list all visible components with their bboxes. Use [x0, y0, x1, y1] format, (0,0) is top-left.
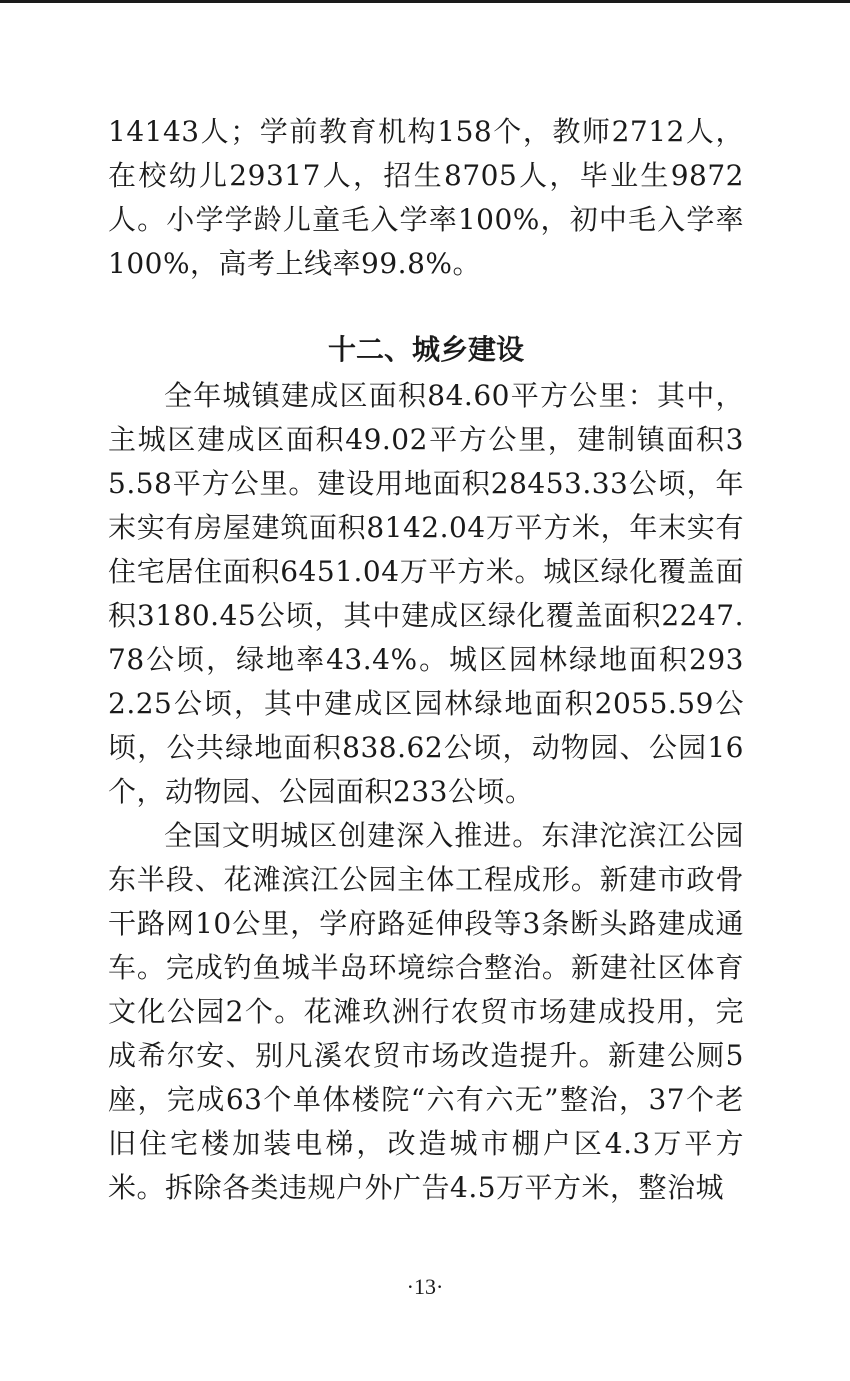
document-page — [108, 110, 744, 1210]
continuation-paragraph: 14143人；学前教育机构158个，教师2712人，在校幼儿29317人，招生8705人，毕业生9872人。小学学龄儿童毛入学率100%，初中毛入学率100%，高考上线率99.8%。 — [108, 115, 744, 280]
urban-construction-paragraph: 全年城镇建成区面积84.60平方公里：其中，主城区建成区面积49.02平方公里，建制镇面积35.58平方公里。建设用地面积28453.33公顷，年末实有房屋建筑面积8142.04万平方米，年末实有住宅居住面积6451.04万平方米。城区绿化覆盖面积3180.45公顷，其中建成区绿化覆盖面积2247.78公顷，绿地率43.4%。城区园林绿地面积2932.25公顷，其中建成区园林绿地面积2055.59公顷，公共绿地面积838.62公顷，动物园、公园16个，动物园、公园面积233公顷。 — [108, 379, 744, 808]
top-border-rule — [0, 0, 850, 3]
civilized-city-paragraph: 全国文明城区创建深入推进。东津沱滨江公园东半段、花滩滨江公园主体工程成形。新建市政骨干路网10公里，学府路延伸段等3条断头路建成通车。完成钓鱼城半岛环境综合整治。新建社区体育文化公园2个。花滩玖洲行农贸市场建成投用，完成希尔安、别凡溪农贸市场改造提升。新建公厕5座，完成63个单体楼院“六有六无”整治，37个老旧住宅楼加装电梯，改造城市棚户区4.3万平方米。拆除各类违规户外广告4.5万平方米，整治城 — [108, 819, 744, 1204]
page-number: ·13· — [406, 1274, 444, 1299]
section-heading: 十二、城乡建设 — [327, 333, 524, 366]
